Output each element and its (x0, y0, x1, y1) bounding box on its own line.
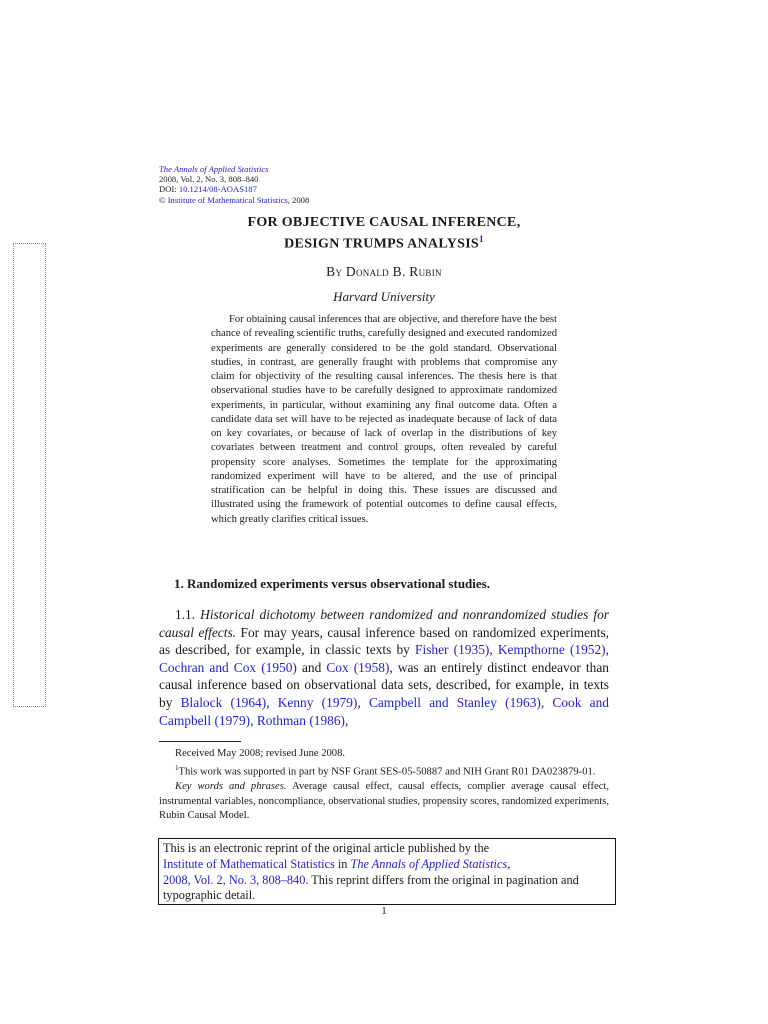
title-line-2-text: DESIGN TRUMPS ANALYSIS (284, 236, 480, 252)
citation-link[interactable]: 2008, Vol. 2, No. 3, 808–840 (163, 872, 306, 887)
ref-cox[interactable]: Cox (326, 659, 349, 675)
ref-rothman-year[interactable]: (1986) (309, 712, 346, 728)
copyright-icon: © (159, 194, 166, 205)
author-line: By Donald B. Rubin (326, 264, 442, 279)
ref-cochran-cox[interactable]: Cochran and Cox (159, 659, 257, 675)
copyright-year: , 2008 (287, 194, 310, 205)
reprint-rest: . This reprint differs from the original in pagination and typographic detail. (163, 872, 579, 903)
volume-line: 2008, Vol. 2, No. 3, 808–840 (159, 174, 259, 185)
ref-campbell-stanley-year[interactable]: (1963) (505, 694, 541, 710)
reprint-line-1: This is an electronic reprint of the original article published by the (163, 841, 490, 855)
footnotes (159, 747, 609, 824)
section-heading: 1. Randomized experiments versus observational studies. (174, 576, 490, 591)
title-line-2 (159, 231, 609, 253)
body-and: and (296, 659, 327, 675)
affiliation: Harvard University (333, 289, 435, 304)
reprint-in: in (334, 856, 351, 871)
subsection-title: Historical dichotomy between randomized and nonrandomized studies for causal effects. (159, 607, 610, 640)
ref-kempthorne-year[interactable]: (1952) (569, 642, 606, 658)
subsection-number: 1.1. (175, 607, 201, 622)
ref-blalock-year[interactable]: (1964) (230, 694, 267, 710)
ref-fisher[interactable]: Fisher (415, 642, 449, 658)
ref-blalock[interactable]: Blalock (180, 694, 223, 710)
page-number: 1 (381, 905, 387, 917)
publisher-link[interactable]: Institute of Mathematical Statistics (167, 194, 288, 205)
separator: , (540, 694, 553, 710)
footnote-mark: 1 (175, 764, 179, 773)
title-line-1: FOR OBJECTIVE CAUSAL INFERENCE, (247, 215, 521, 230)
reprint-notice (158, 838, 616, 905)
separator: , (357, 694, 369, 710)
title-footnote-link[interactable]: 1 (479, 234, 484, 244)
ref-kempthorne[interactable]: Kempthorne (497, 642, 565, 658)
keywords-note (159, 780, 609, 823)
body-paragraph (159, 606, 609, 729)
doi-label: DOI: (159, 184, 179, 195)
separator: , (266, 694, 278, 710)
keywords-text: Average causal effect, causal effects, complier average causal effect, instrumental variables, noncompliance, observational studies, propensity scores, randomized experiments, Rubin Causal Model. (159, 781, 610, 822)
body-end: , (345, 712, 349, 728)
reprint-comma: , (507, 856, 511, 871)
doi-line (159, 184, 309, 194)
body-text-2: , was an entirely distinct endeavor than causal inference based on observational data sets, described, for example, in texts by (159, 659, 609, 710)
abstract: For obtaining causal inferences that are objective, and therefore have the best chance of revealing scientific truths, carefully designed and executed randomized experiments are generally considered to be the gold standard. Observational studies, in contrast, are generally fraught with problems that compromise any claim for objectivity of the resulting causal inferences. The thesis here is that observational studies have to be carefully designed to approximate randomized experiments, in particular, without examining any final outcome data. Often a candidate data set will have to be rejected as inadequate because of lack of data on key covariates, or because of lack of overlap in the distributions of key covariates between treatment and control groups, often revealed by careful propensity score analyses. Sometimes the template for the approximating randomized experiment will have to be altered, and the use of principal stratification can be helpful in doing this. These issues are discussed and illustrated using the framework of potential outcomes to define causal effects, which greatly clarifies critical issues. (211, 314, 557, 525)
funding-text: This work was supported in part by NSF Grant SES-05-50887 and NIH Grant R01 DA023879-01. (178, 766, 596, 778)
doi-link[interactable]: 10.1214/08-AOAS187 (178, 184, 257, 195)
body-text-1: For may years, causal inference based on randomized experiments, as described, for example, in classic texts by (159, 624, 610, 658)
ref-kenny-year[interactable]: (1979) (321, 694, 358, 710)
funding-note (159, 761, 609, 780)
separator: , (250, 712, 257, 728)
ims-link[interactable]: Institute of Mathematical Statistics (163, 856, 335, 871)
ref-fisher-year[interactable]: (1935) (453, 642, 490, 658)
ref-cook-campbell[interactable]: Cook and Campbell (159, 694, 609, 728)
ref-cook-campbell-year[interactable]: (1979) (214, 712, 251, 728)
separator: , (489, 642, 498, 658)
journal-reprint-link[interactable]: The Annals of Applied Statistics (350, 856, 508, 871)
ref-campbell-stanley[interactable]: Campbell and Stanley (368, 694, 497, 710)
journal-link[interactable]: The Annals of Applied Statistics (159, 164, 269, 174)
received-note: Received May 2008; revised June 2008. (175, 748, 346, 759)
ref-kenny[interactable]: Kenny (277, 694, 314, 710)
paper-title (159, 215, 609, 253)
arxiv-sidebar-frame (13, 243, 46, 707)
ref-cox-year[interactable]: (1958) (353, 659, 390, 675)
copyright-line (159, 195, 309, 205)
ref-cochran-cox-year[interactable]: (1950) (261, 659, 297, 675)
journal-header (159, 164, 309, 205)
keywords-label: Key words and phrases. (175, 781, 287, 793)
separator: , (605, 642, 609, 658)
footnote-rule (159, 741, 241, 742)
ref-rothman[interactable]: Rothman (256, 712, 306, 728)
